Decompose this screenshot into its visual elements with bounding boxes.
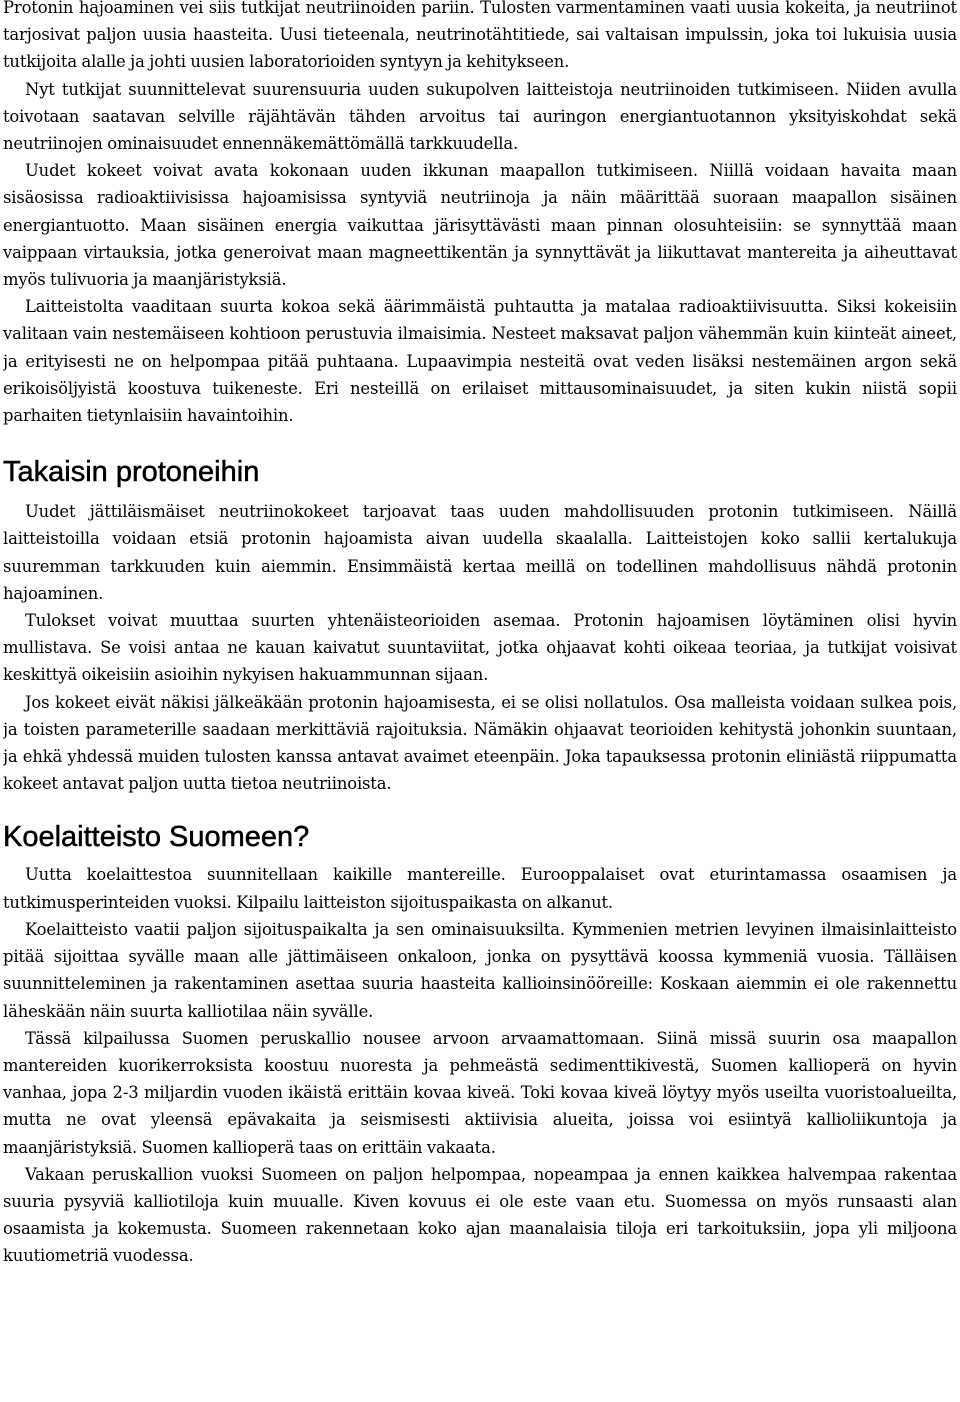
paragraph: Tässä kilpailussa Suomen peruskallio nousee arvoon arvaamattomaan. Siinä missä suurin osa maapallon mantereiden kuorikerroksista koostuu nuoresta ja pehmeästä sedimenttikivestä, Suomen kallioperä on hyvin vanhaa, jopa 2-3 miljardin vuoden ikäistä erittäin kovaa kiveä. Toki kovaa kiveä löytyy myös useilta vuoristoalueilta, mutta ne ovat yleensä epävakaita ja seismisesti aktiivisia alueita, joissa voi esiintyä kallioliikuntoja ja maanjäristyksiä. Suomen kallioperä taas on erittäin vakaata.	[3, 1028, 957, 1157]
section-heading-koelaitteisto-suomeen: Koelaitteisto Suomeen?	[3, 821, 310, 854]
section-koelaitteisto-suomeen	[3, 861, 957, 1269]
paragraph: Protonin hajoaminen vei siis tutkijat neutriinoiden pariin. Tulosten varmentaminen vaati uusia kokeita, ja neutriinot tarjosivat paljon uusia haasteita. Uusi tieteenala, neutrinotähtitiede, sai valtaisan impulssin, joka toi lukuisia uusia tutkijoita alalle ja johti uusien laboratorioiden syntyyn ja kehitykseen.	[3, 0, 957, 72]
paragraph: Vakaan peruskallion vuoksi Suomeen on paljon helpompaa, nopeampaa ja ennen kaikkea halvempaa rakentaa suuria pysyviä kalliotiloja kuin muualle. Kiven kovuus ei ole este vaan etu. Suomessa on myös runsaasti alan osaamista ja kokemusta. Suomeen rakennetaan koko ajan maanalaisia tiloja eri tarkoituksiin, jopa yli miljoona kuutiometriä vuodessa.	[3, 1164, 957, 1266]
paragraph: Laitteistolta vaaditaan suurta kokoa sekä äärimmäistä puhtautta ja matalaa radioaktiivisuutta. Siksi kokeisiin valitaan vain nestemäiseen kohtioon perustuvia ilmaisimia. Nesteet maksavat paljon vähemmän kuin kiinteät aineet, ja erityisesti ne on helpompaa pitää puhtaana. Lupaavimpia nesteitä ovat veden lisäksi nestemäinen argon sekä erikoisöljyistä koostuva tuikeneste. Eri nesteillä on erilaiset mittausominaisuudet, ja siten kukin niistä sopii parhaiten tietynlaisiin havaintoihin.	[3, 297, 957, 426]
section-takaisin-protoneihin	[3, 498, 957, 797]
paragraph: Uudet kokeet voivat avata kokonaan uuden ikkunan maapallon tutkimiseen. Niillä voidaan havaita maan sisäosissa radioaktiivisissa hajoamisissa syntyviä neutriinoja ja näin määrittää suoraan maapallon sisäinen energiantuotto. Maan sisäinen energia vaikuttaa järisyttävästi maan pinnan olosuhteisiin: se synnyttää maan vaippaan virtauksia, jotka generoivat maan magneettikentän ja synnyttävät ja liikuttavat mantereita ja aiheuttavat myös tulivuoria ja maanjäristyksiä.	[3, 161, 957, 290]
paragraph: Koelaitteisto vaatii paljon sijoituspaikalta ja sen ominaisuuksilta. Kymmenien metrien levyinen ilmaisinlaitteisto pitää sijoittaa syvälle maan alle jättimäiseen onkaloon, jonka on pysyttävä koossa kymmeniä vuosia. Tälläisen suunnitteleminen ja rakentaminen asettaa suuria haasteita kallioinsinööreille: Koskaan aiemmin ei ole rakennettu läheskään näin suurta kalliotilaa näin syvälle.	[3, 919, 957, 1021]
paragraph: Uudet jättiläismäiset neutriinokokeet tarjoavat taas uuden mahdollisuuden protonin tutkimiseen. Näillä laitteistoilla voidaan etsiä protonin hajoamista aivan uudella skaalalla. Laitteistojen koko sallii kertalukuja suuremman tarkkuuden kuin aiemmin. Ensimmäistä kertaa meillä on todellinen mahdollisuus nähdä protonin hajoaminen.	[3, 502, 957, 603]
paragraph: Jos kokeet eivät näkisi jälkeäkään protonin hajoamisesta, ei se olisi nollatulos. Osa malleista voidaan sulkea pois, ja toisten parameterille saadaan merkittäviä rajoituksia. Nämäkin ohjaavat teorioiden kehitystä johonkin suuntaan, ja ehkä yhdessä muiden tulosten kanssa antavat avaimet eteenpäin. Joka tapauksessa protonin eliniästä riippumatta kokeet antavat paljon uutta tietoa neutriinoista.	[3, 692, 957, 794]
paragraph: Tulokset voivat muuttaa suurten yhtenäisteorioiden asemaa. Protonin hajoamisen löytäminen olisi hyvin mullistava. Se voisi antaa ne kauan kaivatut suuntaviitat, jotka ohjaavat kohti oikeaa teoriaa, ja tutkijat voisivat keskittyä oikeisiin asioihin nykyisen hakuammunnan sijaan.	[3, 611, 957, 685]
document-page	[3, 0, 957, 1402]
paragraph: Nyt tutkijat suunnittelevat suurensuuria uuden sukupolven laitteistoja neutriinoiden tutkimiseen. Niiden avulla toivotaan saatavan selville räjähtävän tähden arvoitus tai auringon energiantuotannon yksityiskohdat sekä neutriinojen ominaisuudet ennennäkemättömällä tarkkuudella.	[3, 79, 957, 154]
intro-section	[3, 0, 957, 429]
paragraph: Uutta koelaittestoa suunnitellaan kaikille mantereille. Eurooppalaiset ovat eturintamassa osaamisen ja tutkimusperinteiden vuoksi. Kilpailu laitteiston sijoituspaikasta on alkanut.	[3, 865, 957, 912]
section-heading-takaisin-protoneihin: Takaisin protoneihin	[3, 456, 260, 489]
